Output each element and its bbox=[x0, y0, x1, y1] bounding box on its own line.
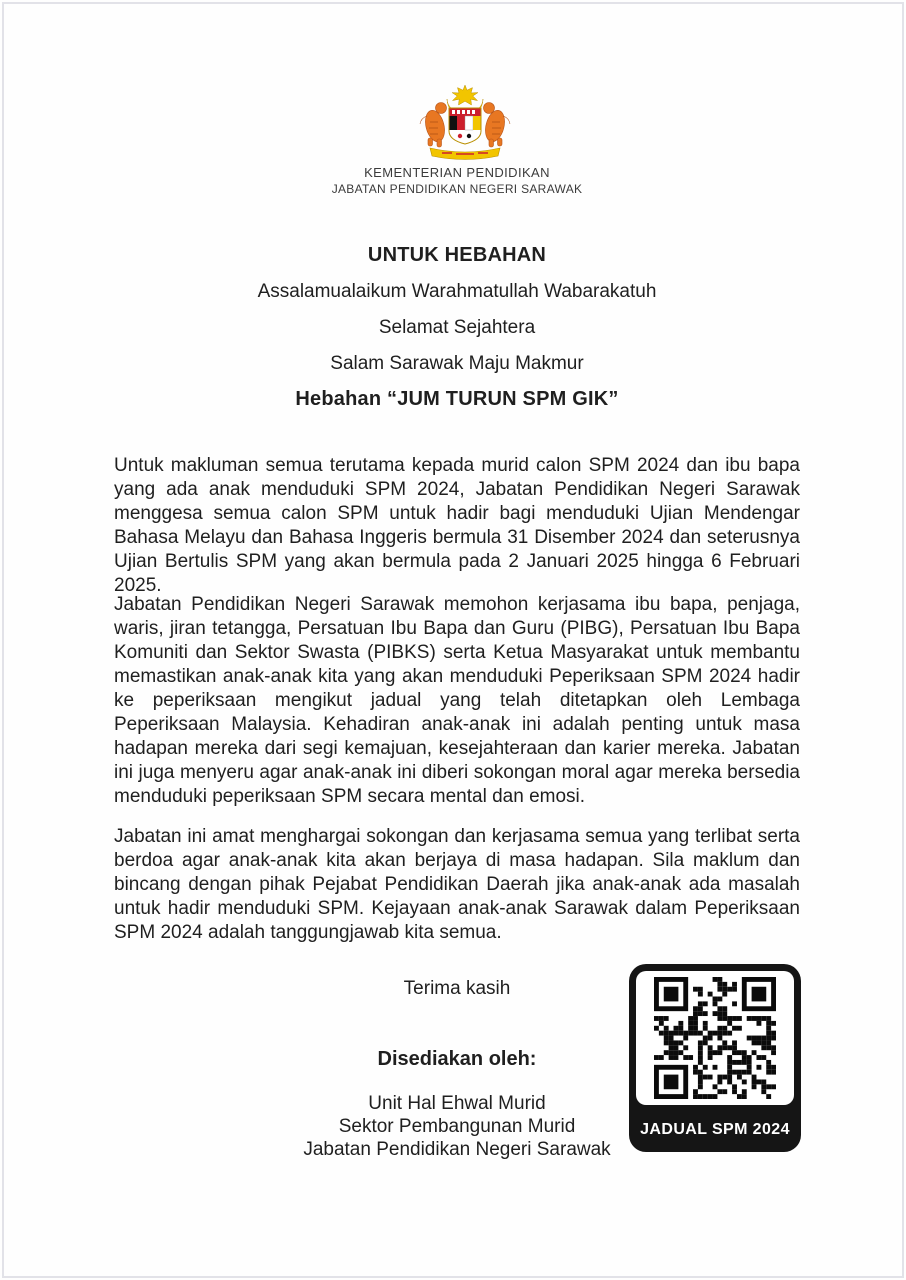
thanks-line: Terima kasih bbox=[403, 978, 511, 999]
malaysia-coat-of-arms-logo bbox=[408, 84, 522, 164]
announcement-title: Hebahan “JUM TURUN SPM GIK” bbox=[295, 388, 619, 410]
qr-badge-label: JADUAL SPM 2024 bbox=[640, 1121, 790, 1138]
right-tiger bbox=[482, 103, 510, 148]
department-name: JABATAN PENDIDIKAN NEGERI SARAWAK bbox=[331, 181, 583, 196]
heading-block bbox=[114, 245, 800, 425]
greeting-general: Selamat Sejahtera bbox=[378, 317, 536, 338]
coat-of-arms-icon bbox=[408, 84, 522, 164]
paragraph-1: Untuk makluman semua terutama kepada murid calon SPM 2024 dan ibu bapa yang ada anak menduduki SPM 2024, Jabatan Pendidikan Negeri Sarawak menggesa semua calon SPM untuk hadir bagi menduduki Ujian Mendengar Bahasa Melayu dan Bahasa Inggeris bermula 31 Disember 2024 dan seterusnya Ujian Bertulis SPM yang akan bermula pada 2 Januari 2025 hingga 6 Februari 2025. bbox=[114, 455, 800, 596]
qr-badge bbox=[629, 964, 801, 1152]
left-tiger bbox=[420, 103, 448, 148]
prepared-by-unit: Unit Hal Ehwal Murid bbox=[368, 1093, 546, 1114]
prepared-by-label: Disediakan oleh: bbox=[377, 1048, 537, 1070]
qr-code-icon bbox=[636, 971, 794, 1105]
letterhead bbox=[114, 166, 800, 197]
paragraph-2: Jabatan Pendidikan Negeri Sarawak memohon kerjasama ibu bapa, penjaga, waris, jiran tetangga, Persatuan Ibu Bapa dan Guru (PIBG), Persatuan Ibu Bapa Komuniti dan Sektor Swasta (PIBKS) serta Ketua Masyarakat untuk membantu memastikan anak-anak kita yang akan menduduki Peperiksaan SPM 2024 hadir ke peperiksaan mengikut jadual yang telah ditetapkan oleh Lembaga Peperiksaan Malaysia. Kehadiran anak-anak ini adalah penting untuk masa hadapan mereka dari segi kemajuan, kesejahteraan dan karier mereka. Jabatan ini juga menyeru agar anak-anak ini diberi sokongan moral agar mereka bersedia menduduki peperiksaan SPM secara mental dan emosi. bbox=[114, 594, 800, 807]
document-title: UNTUK HEBAHAN bbox=[367, 244, 547, 266]
prepared-by-department: Jabatan Pendidikan Negeri Sarawak bbox=[303, 1139, 611, 1160]
prepared-by-sector: Sektor Pembangunan Murid bbox=[338, 1116, 576, 1137]
greeting-sarawak: Salam Sarawak Maju Makmur bbox=[330, 353, 584, 374]
paragraph-3: Jabatan ini amat menghargai sokongan dan kerjasama semua yang terlibat serta berdoa agar anak-anak kita akan berjaya di masa hadapan. Sila maklum dan bincang dengan pihak Pejabat Pendidikan Daerah jika anak-anak ada masalah untuk hadir menduduki SPM. Kejayaan anak-anak Sarawak dalam Peperiksaan SPM 2024 adalah tanggungjawab kita semua. bbox=[114, 826, 800, 943]
greeting-islamic: Assalamualaikum Warahmatullah Wabarakatuh bbox=[257, 281, 657, 302]
ministry-name: KEMENTERIAN PENDIDIKAN bbox=[364, 165, 550, 180]
